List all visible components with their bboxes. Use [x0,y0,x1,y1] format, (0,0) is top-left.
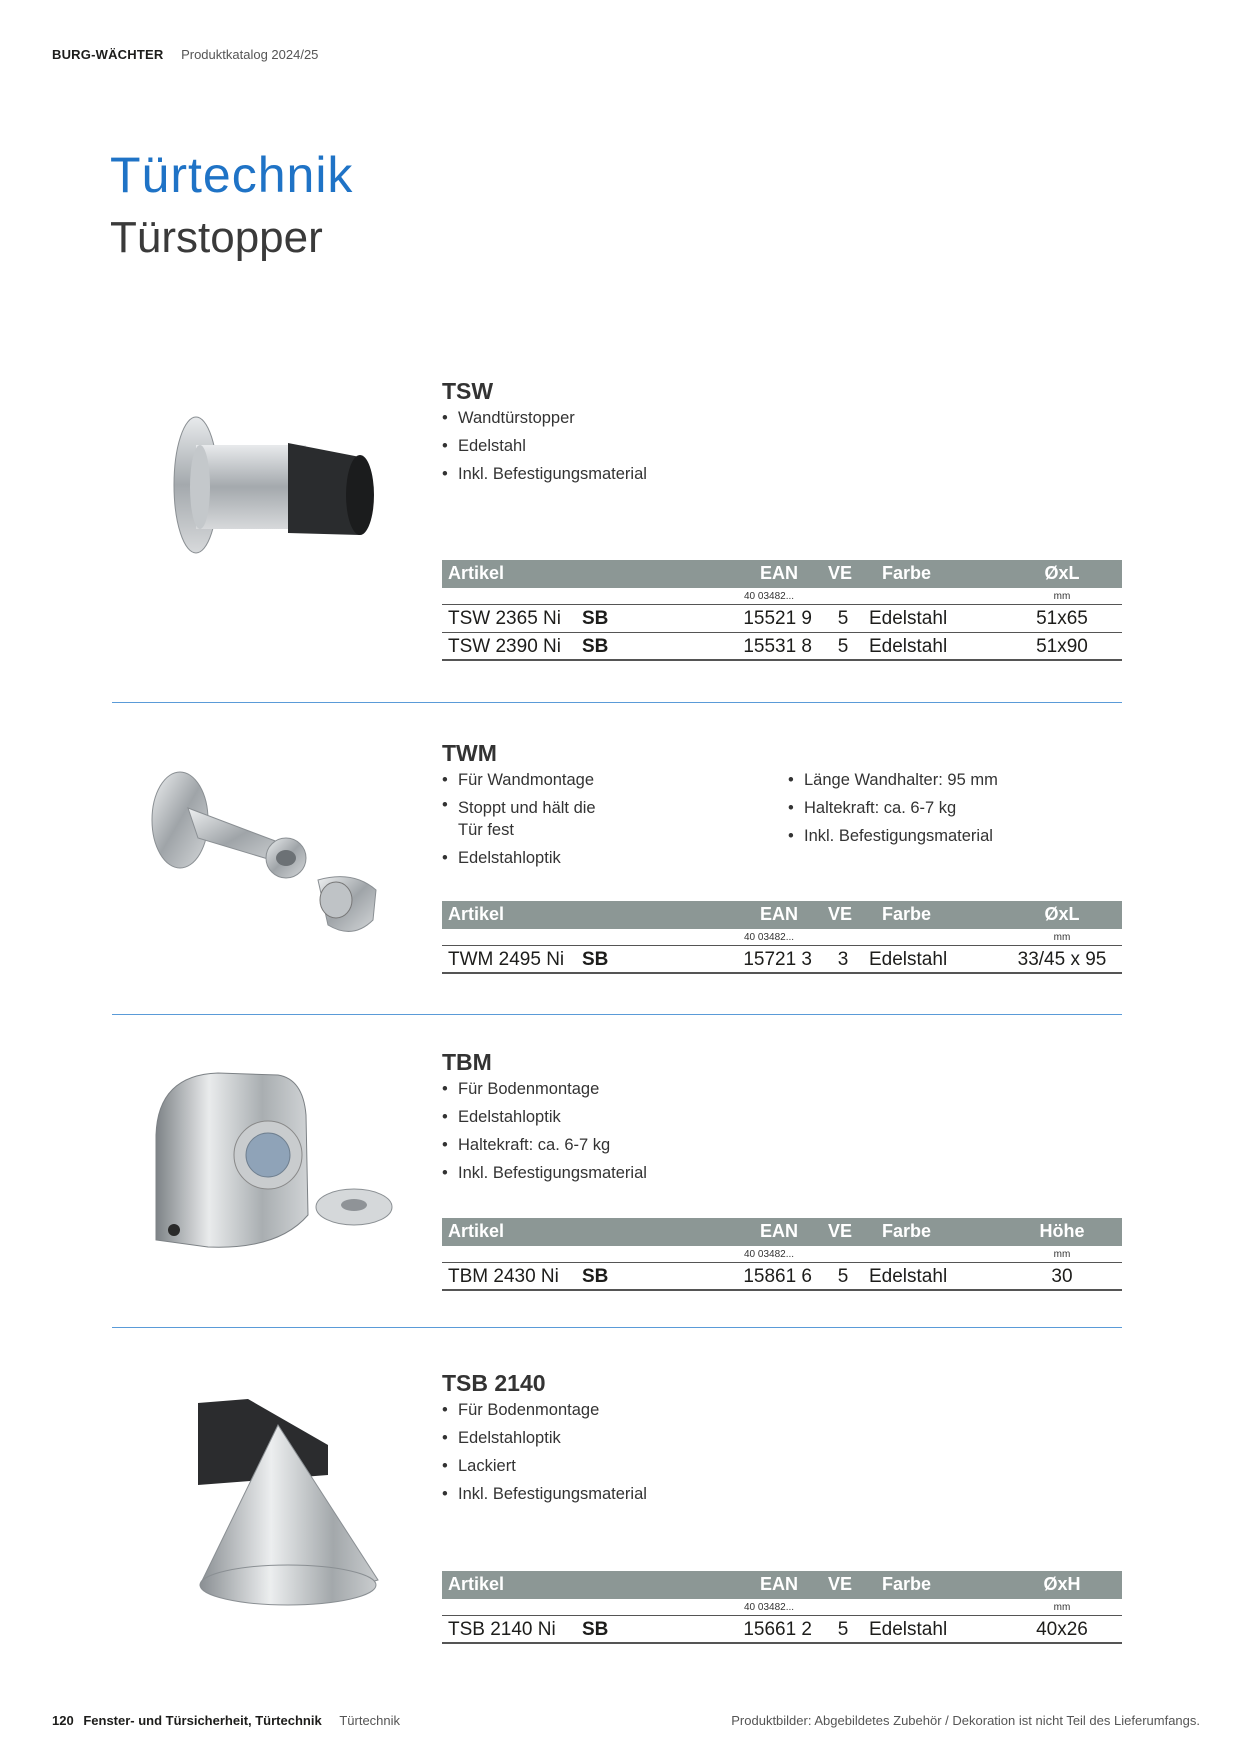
twm-product-image [128,760,408,960]
product-name-tsb: TSB 2140 [442,1370,546,1396]
cell-farbe: Edelstahl [869,1619,948,1640]
table-header [442,901,1122,929]
cell-sb: SB [582,1266,609,1287]
feature-list-twm-left [442,766,642,872]
feature-item: • Edelstahloptik [442,844,642,872]
col-artikel: Artikel [448,1574,505,1594]
page-subtitle: Türstopper [110,213,323,262]
article-table-tsw [442,560,1122,661]
product-name-twm: TWM [442,740,497,766]
tsw-product-image [128,405,408,585]
col-ve: VE [828,904,853,924]
ean-prefix: 40 03482... [744,932,795,943]
unit-label: mm [1053,1602,1071,1613]
feature-item: • Edelstahloptik [442,1103,647,1131]
cell-artikel: TWM 2495 Ni [448,949,565,970]
feature-list-tbm [442,1075,647,1187]
table-subheader [442,1599,1122,1616]
feature-item: • Haltekraft: ca. 6-7 kg [788,794,998,822]
feature-item: • Für Bodenmontage [442,1075,647,1103]
table-header [442,1218,1122,1246]
section-divider [112,1014,1122,1015]
col-dimension: ØxL [1044,904,1080,924]
feature-item: • Edelstahl [442,432,647,460]
cell-sb: SB [582,1619,609,1640]
cell-artikel: TSB 2140 Ni [448,1619,556,1640]
cell-sb: SB [582,608,609,629]
col-dimension: ØxH [1043,1574,1081,1594]
table-header [442,560,1122,588]
col-ean: EAN [760,1574,799,1594]
table-row [442,946,1122,974]
cell-dimension: 51x90 [1036,636,1088,657]
cell-dimension: 51x65 [1036,608,1088,629]
table-row [442,605,1122,633]
col-ean: EAN [760,563,799,583]
page-title: Türtechnik [110,147,354,203]
cell-ean: 15661 2 [743,1619,812,1640]
page-footer [52,1713,400,1728]
feature-item: • Für Bodenmontage [442,1396,647,1424]
page-number: 120 [52,1713,74,1728]
cell-ean: 15521 9 [743,608,812,629]
article-table-tbm [442,1218,1122,1291]
col-artikel: Artikel [448,904,505,924]
cell-farbe: Edelstahl [869,1266,948,1287]
footer-note: Produktbilder: Abgebildetes Zubehör / Dekoration ist nicht Teil des Lieferumfangs. [731,1713,1200,1728]
tbm-product-image [128,1065,408,1260]
article-table-tsb [442,1571,1122,1644]
col-farbe: Farbe [882,1221,932,1241]
feature-item: • Stoppt und hält die Tür fest [442,794,612,844]
col-ve: VE [828,563,853,583]
cell-ve: 5 [837,1619,849,1640]
cell-artikel: TSW 2390 Ni [448,636,561,657]
running-header [52,47,318,62]
cell-ve: 5 [837,608,849,629]
feature-item: • Wandtürstopper [442,404,647,432]
col-dimension: Höhe [1039,1221,1085,1241]
product-name-tsw: TSW [442,378,494,404]
table-row [442,633,1122,661]
feature-item: • Haltekraft: ca. 6-7 kg [442,1131,647,1159]
ean-prefix: 40 03482... [744,1602,795,1613]
cell-farbe: Edelstahl [869,949,948,970]
feature-item: • Für Wandmontage [442,766,642,794]
feature-item: • Inkl. Befestigungsmaterial [442,460,647,488]
col-ve: VE [828,1221,853,1241]
catalog-name: Produktkatalog 2024/25 [181,47,319,62]
col-artikel: Artikel [448,563,505,583]
feature-list-twm-right [788,766,998,850]
cell-artikel: TBM 2430 Ni [448,1266,559,1287]
feature-list-tsb [442,1396,647,1508]
cell-dimension: 40x26 [1036,1619,1088,1640]
cell-ean: 15531 8 [743,636,812,657]
cell-farbe: Edelstahl [869,608,948,629]
feature-item: • Länge Wandhalter: 95 mm [788,766,998,794]
article-table-twm [442,901,1122,974]
cell-artikel: TSW 2365 Ni [448,608,561,629]
feature-item: • Inkl. Befestigungsmaterial [442,1480,647,1508]
cell-sb: SB [582,636,609,657]
unit-label: mm [1053,1249,1071,1260]
footer-section: Fenster- und Türsicherheit, Türtechnik [83,1713,322,1728]
cell-ve: 5 [837,636,849,657]
col-ve: VE [828,1574,853,1594]
feature-item: • Inkl. Befestigungsmaterial [788,822,998,850]
cell-ean: 15721 3 [743,949,812,970]
col-farbe: Farbe [882,563,932,583]
col-artikel: Artikel [448,1221,505,1241]
feature-item: • Edelstahloptik [442,1424,647,1452]
ean-prefix: 40 03482... [744,591,795,602]
tsb-product-image [128,1395,408,1625]
cell-farbe: Edelstahl [869,636,948,657]
table-subheader [442,588,1122,605]
cell-ean: 15861 6 [743,1266,812,1287]
col-ean: EAN [760,904,799,924]
cell-sb: SB [582,949,609,970]
feature-item: • Inkl. Befestigungsmaterial [442,1159,647,1187]
table-subheader [442,929,1122,946]
table-header [442,1571,1122,1599]
table-row [442,1263,1122,1291]
section-divider [112,702,1122,703]
col-dimension: ØxL [1044,563,1080,583]
feature-item: • Lackiert [442,1452,647,1480]
cell-dimension: 33/45 x 95 [1017,949,1107,970]
unit-label: mm [1053,932,1071,943]
cell-ve: 5 [837,1266,849,1287]
product-name-tbm: TBM [442,1049,492,1075]
cell-dimension: 30 [1051,1266,1073,1287]
section-divider [112,1327,1122,1328]
table-row [442,1616,1122,1644]
feature-list-tsw [442,404,647,488]
ean-prefix: 40 03482... [744,1249,795,1260]
col-farbe: Farbe [882,904,932,924]
brand-name: BURG-WÄCHTER [52,47,164,62]
col-farbe: Farbe [882,1574,932,1594]
cell-ve: 3 [837,949,849,970]
footer-subsection: Türtechnik [339,1713,401,1728]
table-subheader [442,1246,1122,1263]
col-ean: EAN [760,1221,799,1241]
unit-label: mm [1053,591,1071,602]
